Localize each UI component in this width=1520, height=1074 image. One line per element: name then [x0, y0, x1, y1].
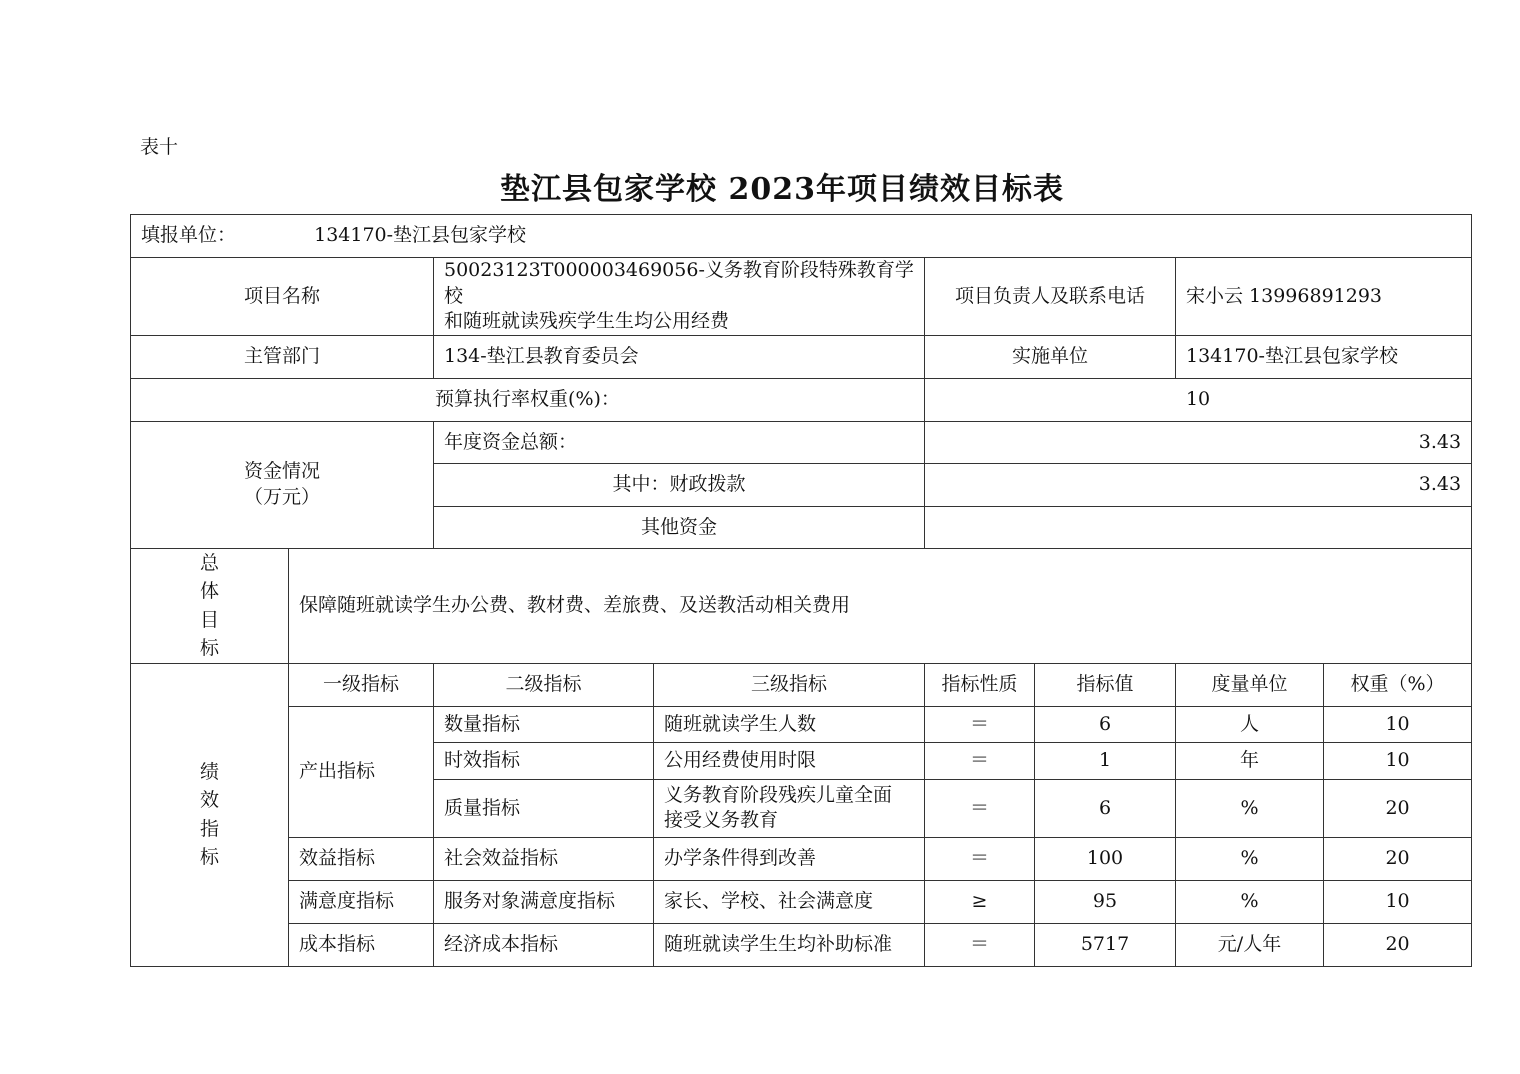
level3-cell: 公用经费使用时限 [654, 742, 925, 779]
goal-row [131, 548, 1472, 663]
level2-cell: 社会效益指标 [434, 837, 654, 880]
project-name-line1: 50023123T000003469056-义务教育阶段特殊教育学校 [444, 259, 914, 307]
goal-label-char: 标 [199, 637, 219, 660]
goal-label-char: 总 [199, 551, 219, 574]
project-name-line2: 和随班就读残疾学生生均公用经费 [444, 310, 730, 333]
table-number: 表十 [140, 136, 179, 158]
level1-output: 产出指标 [289, 706, 434, 837]
unit-cell: 人 [1176, 706, 1324, 742]
funds-total-label: 年度资金总额： [434, 421, 925, 463]
funds-label [131, 421, 434, 548]
performance-target-table [130, 214, 1472, 967]
document-title: 垫江县包家学校 2023年项目绩效目标表 [500, 172, 1064, 207]
budget-weight-row [131, 378, 1472, 421]
filler-value: 134170-垫江县包家学校 [314, 224, 527, 247]
table-row [131, 880, 1472, 923]
impl-value: 134170-垫江县包家学校 [1176, 335, 1472, 378]
level2-cell: 服务对象满意度指标 [434, 880, 654, 923]
contact-value: 宋小云 13996891293 [1176, 258, 1472, 336]
nature-cell: ＝ [925, 779, 1035, 837]
performance-label [131, 663, 289, 966]
filler-label: 填报单位： [141, 224, 237, 247]
level3-cell: 随班就读学生生均补助标准 [654, 923, 925, 966]
project-name-label: 项目名称 [131, 258, 434, 336]
funds-fiscal-value: 3.43 [925, 463, 1472, 506]
weight-cell: 10 [1324, 742, 1472, 779]
goal-label-char: 体 [199, 580, 219, 603]
weight-cell: 20 [1324, 923, 1472, 966]
performance-label-char: 标 [199, 846, 219, 869]
level1-cost: 成本指标 [289, 923, 434, 966]
value-cell: 95 [1035, 880, 1176, 923]
value-cell: 100 [1035, 837, 1176, 880]
value-cell: 5717 [1035, 923, 1176, 966]
funds-total-row [131, 421, 1472, 463]
unit-cell: % [1176, 880, 1324, 923]
performance-label-char: 绩 [199, 760, 219, 783]
unit-cell: 元/人年 [1176, 923, 1324, 966]
header-nature: 指标性质 [925, 663, 1035, 706]
weight-cell: 20 [1324, 837, 1472, 880]
nature-cell: ＝ [925, 742, 1035, 779]
table-row [131, 706, 1472, 742]
project-name-value [434, 258, 925, 336]
unit-cell: 年 [1176, 742, 1324, 779]
level2-cell: 数量指标 [434, 706, 654, 742]
level3-line1: 义务教育阶段残疾儿童全面 [664, 783, 893, 806]
level3-line2: 接受义务教育 [664, 809, 779, 832]
unit-cell: % [1176, 837, 1324, 880]
level2-cell: 经济成本指标 [434, 923, 654, 966]
funds-other-value [925, 506, 1472, 548]
impl-label: 实施单位 [925, 335, 1176, 378]
nature-cell: ＝ [925, 923, 1035, 966]
nature-cell: ＝ [925, 837, 1035, 880]
dept-value: 134-垫江县教育委员会 [434, 335, 925, 378]
indicator-header-row [131, 663, 1472, 706]
value-cell: 1 [1035, 742, 1176, 779]
funds-label-line1: 资金情况 [243, 460, 320, 483]
funds-other-label: 其他资金 [434, 506, 925, 548]
header-level2: 二级指标 [434, 663, 654, 706]
value-cell: 6 [1035, 779, 1176, 837]
project-name-row [131, 258, 1472, 336]
goal-label [131, 548, 289, 663]
goal-label-char: 目 [199, 608, 219, 631]
weight-cell: 20 [1324, 779, 1472, 837]
goal-text: 保障随班就读学生办公费、教材费、差旅费、及送教活动相关费用 [289, 548, 1472, 663]
contact-label: 项目负责人及联系电话 [925, 258, 1176, 336]
funds-fiscal-label: 其中：财政拨款 [434, 463, 925, 506]
table-row [131, 923, 1472, 966]
value-cell: 6 [1035, 706, 1176, 742]
funds-total-value: 3.43 [925, 421, 1472, 463]
weight-cell: 10 [1324, 706, 1472, 742]
weight-cell: 10 [1324, 880, 1472, 923]
level3-cell: 随班就读学生人数 [654, 706, 925, 742]
header-value: 指标值 [1035, 663, 1176, 706]
dept-row [131, 335, 1472, 378]
filler-cell [131, 215, 1472, 258]
level1-satisfaction: 满意度指标 [289, 880, 434, 923]
funds-label-line2: （万元） [243, 485, 320, 508]
header-level1: 一级指标 [289, 663, 434, 706]
level3-cell [654, 779, 925, 837]
budget-weight-value: 10 [925, 378, 1472, 421]
table-row [131, 837, 1472, 880]
level3-cell: 办学条件得到改善 [654, 837, 925, 880]
dept-label: 主管部门 [131, 335, 434, 378]
header-weight: 权重（%） [1324, 663, 1472, 706]
level2-cell: 时效指标 [434, 742, 654, 779]
performance-label-char: 指 [199, 817, 219, 840]
header-unit: 度量单位 [1176, 663, 1324, 706]
nature-cell: ≥ [925, 880, 1035, 923]
filler-row [131, 215, 1472, 258]
nature-cell: ＝ [925, 706, 1035, 742]
unit-cell: % [1176, 779, 1324, 837]
header-level3: 三级指标 [654, 663, 925, 706]
level1-benefit: 效益指标 [289, 837, 434, 880]
level3-cell: 家长、学校、社会满意度 [654, 880, 925, 923]
level2-cell: 质量指标 [434, 779, 654, 837]
budget-weight-label: 预算执行率权重(%)： [131, 378, 925, 421]
performance-label-char: 效 [199, 789, 219, 812]
